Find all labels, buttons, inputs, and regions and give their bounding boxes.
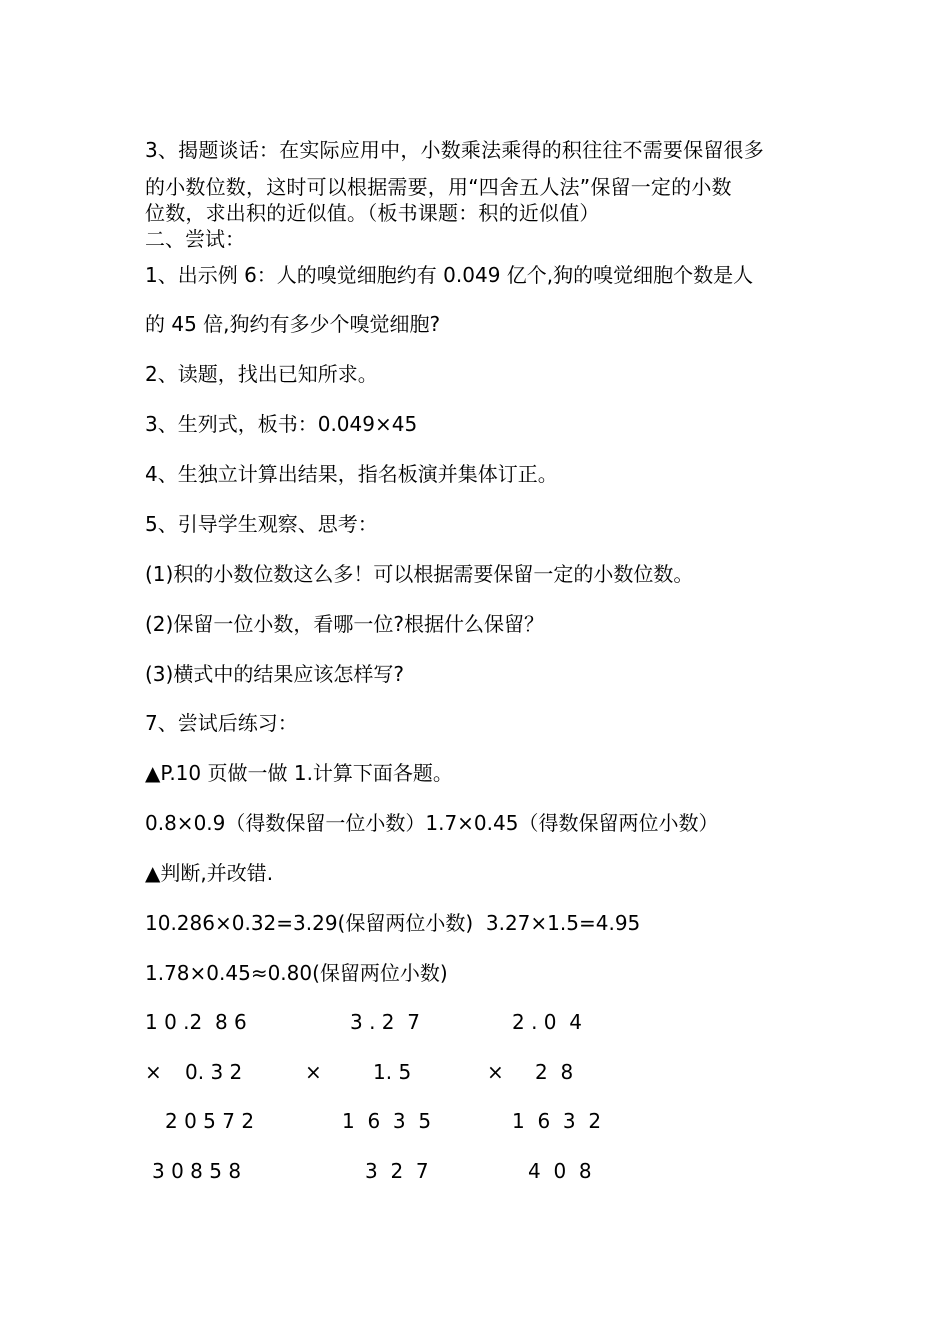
practice-1-items: 0.8×0.9（得数保留一位小数）1.7×0.45（得数保留两位小数） [145,811,719,835]
intro-line-3: 位数，求出积的近似值。（板书课题：积的近似值） [145,201,600,225]
calc-3-partial-1: 1 6 3 2 [512,1109,602,1133]
calc-2-multiplicand: 3 . 2 7 [350,1010,420,1034]
judge-2: 1.78×0.45≈0.80(保留两位小数) [145,961,448,985]
calc-2-multiplier: 1. 5 [373,1060,412,1084]
step-3: 3、生列式，板书：0.049×45 [145,412,418,436]
example-line-2: 的 45 倍,狗约有多少个嗅觉细胞? [145,312,441,336]
question-1: (1)积的小数位数这么多！可以根据需要保留一定的小数位数。 [145,562,694,586]
calc-3-times-sign: × [487,1060,504,1084]
example-line-1: 1、出示例 6：人的嗅觉细胞约有 0.049 亿个,狗的嗅觉细胞个数是人 [145,263,754,287]
step-5: 5、引导学生观察、思考： [145,512,378,536]
calc-1-times-sign: × [145,1060,162,1084]
calc-2-partial-1: 1 6 3 5 [342,1109,432,1133]
calc-3-multiplier: 2 8 [535,1060,574,1084]
calc-1-partial-1: 2 0 5 7 2 [165,1109,255,1133]
question-2: (2)保留一位小数，看哪一位?根据什么保留？ [145,612,544,636]
practice-1: ▲P.10 页做一做 1.计算下面各题。 [145,761,453,785]
question-3: (3)横式中的结果应该怎样写? [145,662,404,686]
intro-line-1: 3、揭题谈话：在实际应用中，小数乘法乘得的积往往不需要保留很多 [145,138,764,162]
section-heading: 二、尝试： [145,227,245,251]
step-2: 2、读题，找出已知所求。 [145,362,378,386]
calc-2-partial-2: 3 2 7 [365,1159,429,1183]
calc-1-partial-2: 3 0 8 5 8 [152,1159,242,1183]
step-4: 4、生独立计算出结果，指名板演并集体订正。 [145,462,558,486]
calc-1-multiplicand: 1 0 .2 8 6 [145,1010,247,1034]
calc-3-multiplicand: 2 . 0 4 [512,1010,582,1034]
step-7: 7、尝试后练习： [145,711,298,735]
calc-3-partial-2: 4 0 8 [528,1159,592,1183]
calc-1-multiplier: 0. 3 2 [185,1060,243,1084]
calc-2-times-sign: × [305,1060,322,1084]
intro-line-2: 的小数位数，这时可以根据需要，用“四舍五人法”保留一定的小数 [145,175,732,199]
judge-1: 10.286×0.32=3.29(保留两位小数) 3.27×1.5=4.95 [145,911,641,935]
practice-2: ▲判断,并改错. [145,861,274,885]
